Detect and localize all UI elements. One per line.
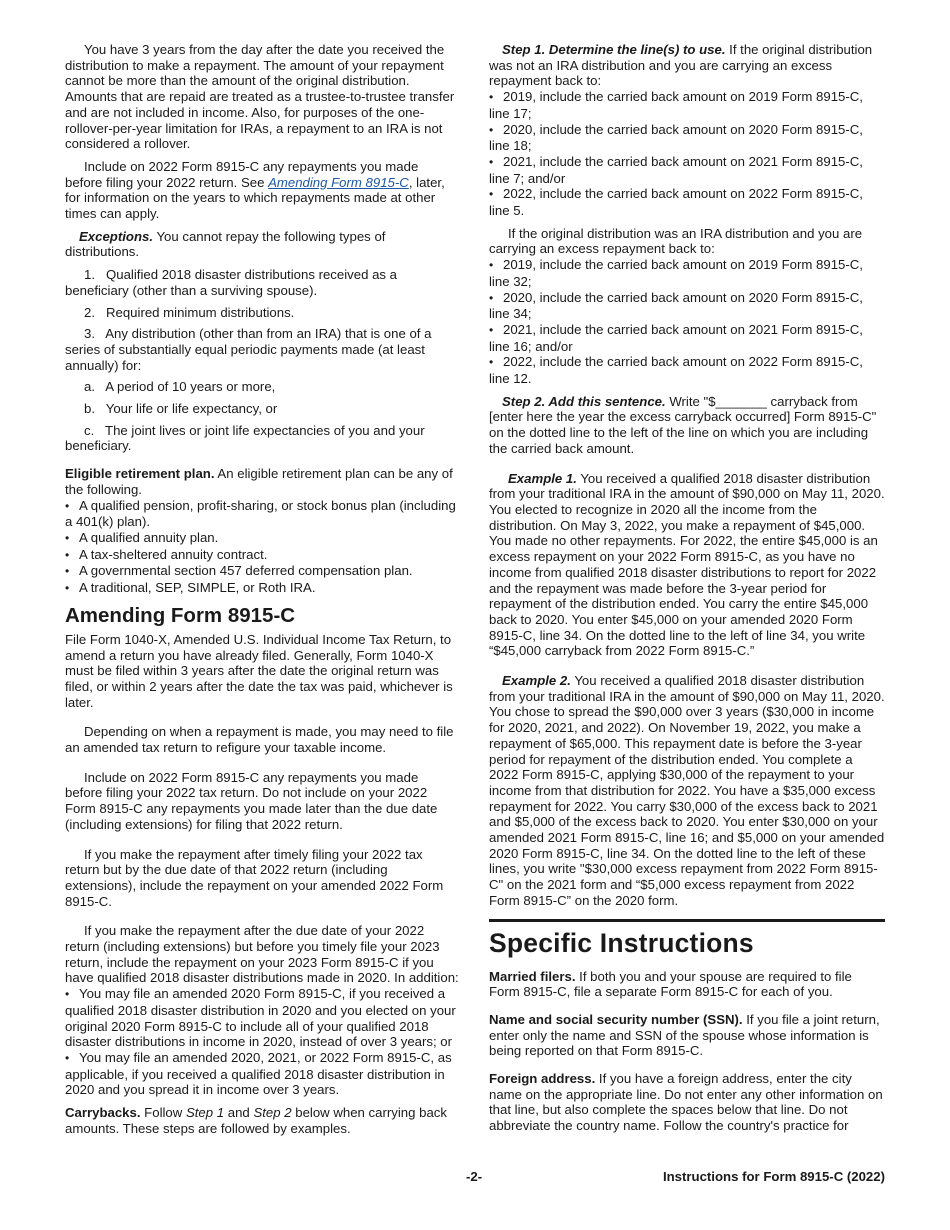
amending-form-link[interactable]: Amending Form 8915-C — [268, 174, 409, 190]
list-item: • A tax-sheltered annuity contract. — [65, 547, 459, 564]
exceptions-label: Exceptions. — [79, 228, 154, 244]
amending-heading: Amending Form 8915-C — [65, 603, 296, 627]
page-number: -2- — [466, 1169, 483, 1184]
paragraph-ira: If the original distribution was an IRA distribution and you are carrying an excess repayment back to: — [489, 225, 863, 257]
right-column — [489, 42, 885, 1141]
form-reference: Instructions for Form 8915-C (2022) — [662, 1169, 885, 1184]
step1-label: Step 1. Determine the line(s) to use. — [502, 42, 726, 57]
specific-instructions-heading: Specific Instructions — [489, 927, 754, 958]
exception-item-b: b. Your life or life expectancy, or — [84, 401, 278, 417]
list-item: • 2019, include the carried back amount on 2019 Form 8915-C, line 32; — [489, 257, 885, 289]
list-item: • A traditional, SEP, SIMPLE, or Roth IRA. — [65, 580, 459, 597]
paragraph-carrybacks: Carrybacks. Follow Step 1 and Step 2 below when carrying back amounts. These steps are followed by examples. — [65, 1105, 447, 1136]
paragraph-example1: Example 1. You received a qualified 2018 disaster distribution from your traditional IRA in the amount of $90,000 on May 11, 2020. You elected to recognize in 2020 all the income from the distribution. On May 3, 2022, you make a repayment of $45,000. You made no other repayments. For 2022, the entire $45,000 is an excess repayment on your 2022 Form 8915-C, as you have no income from qualified 2018 disaster distributions to report for 2022 and the repayment was made before the 3-year period for repayment of the distribution ended. You carry the entire $45,000 back to 2020. You enter $45,000 on your amended 2020 Form 8915-C, line 34. On the dotted line to the left of line 34, you write “$45,000 carryback from 2022 Form 8915-C.” — [489, 470, 885, 659]
step1-list — [489, 89, 885, 219]
list-item: • 2021, include the carried back amount on 2021 Form 8915-C, line 16; and/or — [489, 322, 885, 354]
step2-label: Step 2. Add this sentence. — [502, 393, 666, 409]
list-item: • A qualified annuity plan. — [65, 530, 459, 547]
paragraph-foreign-address: Foreign address. If you have a foreign address, enter the city name on the appropriate line. Do not enter any other information on that line, but also complete the spaces below that line. Do not abbreviate the country name. Follow the country's practice for — [489, 1071, 883, 1134]
list-item: • You may file an amended 2020 Form 8915-C, if you received a qualified 2018 disaster distribution in 2020 and you elected on your original 2020 Form 8915-C to include all of your qualified 2018 disaster distributions in income in 2020, instead of over 3 years; or — [65, 986, 459, 1050]
married-filers-label: Married filers. — [489, 968, 576, 984]
paragraph-married-filers: Married filers. If both you and your spouse are required to file Form 8915-C, file a separate Form 8915-C for each of you. — [489, 968, 852, 1000]
eligible-plan-list — [65, 498, 459, 597]
exception-item-2: 2. Required minimum distributions. — [84, 304, 295, 320]
paragraph-include-repayments: Include on 2022 Form 8915-C any repayments you made before filing your 2022 return. See Amending Form 8915-C, later, for information on the years to which repayments made at other times can apply. — [65, 158, 445, 222]
eligible-plan-label: Eligible retirement plan. — [65, 466, 215, 482]
example1-label: Example 1. — [508, 470, 577, 486]
paragraph-depending: Depending on when a repayment is made, you may need to file an amended tax return to refigure your taxable income. — [65, 724, 454, 756]
paragraph-name-ssn: Name and social security number (SSN). If you file a joint return, enter only the name and SSN of the spouse whose information is being reported on that Form 8915-C. — [489, 1011, 880, 1059]
list-item: • A governmental section 457 deferred compensation plan. — [65, 563, 459, 580]
paragraph-include-2022: Include on 2022 Form 8915-C any repayments you made before filing your 2022 tax return. Do not include on your 2022 Form 8915-C any repayments you made later than the due date (including extensions) for filing that 2022 return. — [65, 769, 438, 832]
list-item: • 2022, include the carried back amount on 2022 Form 8915-C, line 12. — [489, 354, 885, 386]
exception-item-1: 1. Qualified 2018 disaster distributions received as a beneficiary (other than a surviving spouse). — [65, 267, 398, 298]
list-item: • A qualified pension, profit-sharing, or stock bonus plan (including a 401(k) plan). — [65, 498, 459, 530]
exception-item-a: a. A period of 10 years or more, — [84, 379, 276, 395]
list-item: • You may file an amended 2020, 2021, or 2022 Form 8915-C, as applicable, if you received a qualified 2018 disaster distribution in 2020 and you spread it in income over 3 years. — [65, 1050, 459, 1098]
paragraph-file-1040x: File Form 1040-X, Amended U.S. Individual Income Tax Return, to amend a return you have already filed. Generally, Form 1040-X must be filed within 3 years after the date the original return was filed, or within 2 years after the date the tax was paid, whichever is later. — [65, 631, 453, 710]
section-divider — [489, 919, 885, 922]
list-item: • 2020, include the carried back amount on 2020 Form 8915-C, line 18; — [489, 122, 885, 154]
paragraph-step1: Step 1. Determine the line(s) to use. If the original distribution was not an IRA distribution and you are carrying an excess repayment back to: — [489, 42, 873, 89]
exception-item-3: 3. Any distribution (other than from an IRA) that is one of a series of substantially equal periodic payments made (at least annually) for: — [65, 326, 432, 373]
list-item: • 2021, include the carried back amount on 2021 Form 8915-C, line 7; and/or — [489, 154, 885, 186]
paragraph-repayment: You have 3 years from the day after the date you received the distribution to make a repayment. The amount of your repayment cannot be more than the amount of the original distribution. Amounts that are repaid are treated as a trustee-to-trustee transfer and are not included in income. Also, for purposes of the one-rollover-per-year limitation for IRAs, a repayment to an IRA is not considered a rollover. — [65, 42, 455, 152]
left-column — [65, 42, 459, 1143]
paragraph-exceptions: Exceptions. You cannot repay the following types of distributions. — [65, 228, 386, 260]
foreign-address-label: Foreign address. — [489, 1071, 596, 1087]
list-item: • 2022, include the carried back amount on 2022 Form 8915-C, line 5. — [489, 186, 885, 218]
name-ssn-label: Name and social security number (SSN). — [489, 1011, 743, 1027]
list-item: • 2019, include the carried back amount on 2019 Form 8915-C, line 17; — [489, 89, 885, 121]
ira-list — [489, 257, 885, 387]
carrybacks-label: Carrybacks. — [65, 1105, 141, 1121]
example2-label: Example 2. — [502, 673, 571, 689]
paragraph-example2: Example 2. You received a qualified 2018 disaster distribution from your traditional IRA in the amount of $90,000 on May 11, 2020. You chose to spread the $90,000 over 3 years ($30,000 in income for 2020, 2021, and 2022). On November 19, 2022, you make a repayment of $65,000. This repayment date is before the 3-year period for repayment of the distribution ended. You complete a 2022 Form 8915-C, applying $30,000 of the repayment to your income from that distribution for 2022. You have a $35,000 excess repayment for 2022. You carry $30,000 of the excess back to 2021 and $5,000 of the excess back to 2020. You enter $30,000 on your amended 2021 Form 8915-C, line 16; and $5,000 on your amended 2020 Form 8915-C, line 34. On the dotted line to the left of these lines, you write "$30,000 excess repayment from 2022 Form 8915-C" on the 2021 form and “$5,000 excess repayment from 2022 Form 8915-C” on the 2020 form. — [489, 673, 885, 908]
after-due-list — [65, 986, 459, 1098]
paragraph-eligible-plan: Eligible retirement plan. An eligible retirement plan can be any of the following. — [65, 466, 453, 497]
paragraph-timely-filing: If you make the repayment after timely filing your 2022 tax return but by the due date of that 2022 return (including extensions), include the repayment on your amended 2022 Form 8915-C. — [65, 846, 444, 909]
list-item: • 2020, include the carried back amount on 2020 Form 8915-C, line 34; — [489, 290, 885, 322]
paragraph-step2: Step 2. Add this sentence. Write "$_______ carryback from [enter here the year the excess carryback occurred] Form 8915-C" on the dotted line to the left of the line on which you are including the carried back amount. — [489, 393, 877, 456]
paragraph-after-due-date: If you make the repayment after the due date of your 2022 return (including extensions) but before you timely file your 2023 return, include the repayment on your 2023 Form 8915-C if you have qualified 2018 disaster distributions made in 2020. In addition: — [65, 923, 459, 986]
exception-item-c: c. The joint lives or joint life expectancies of you and your beneficiary. — [65, 422, 425, 454]
